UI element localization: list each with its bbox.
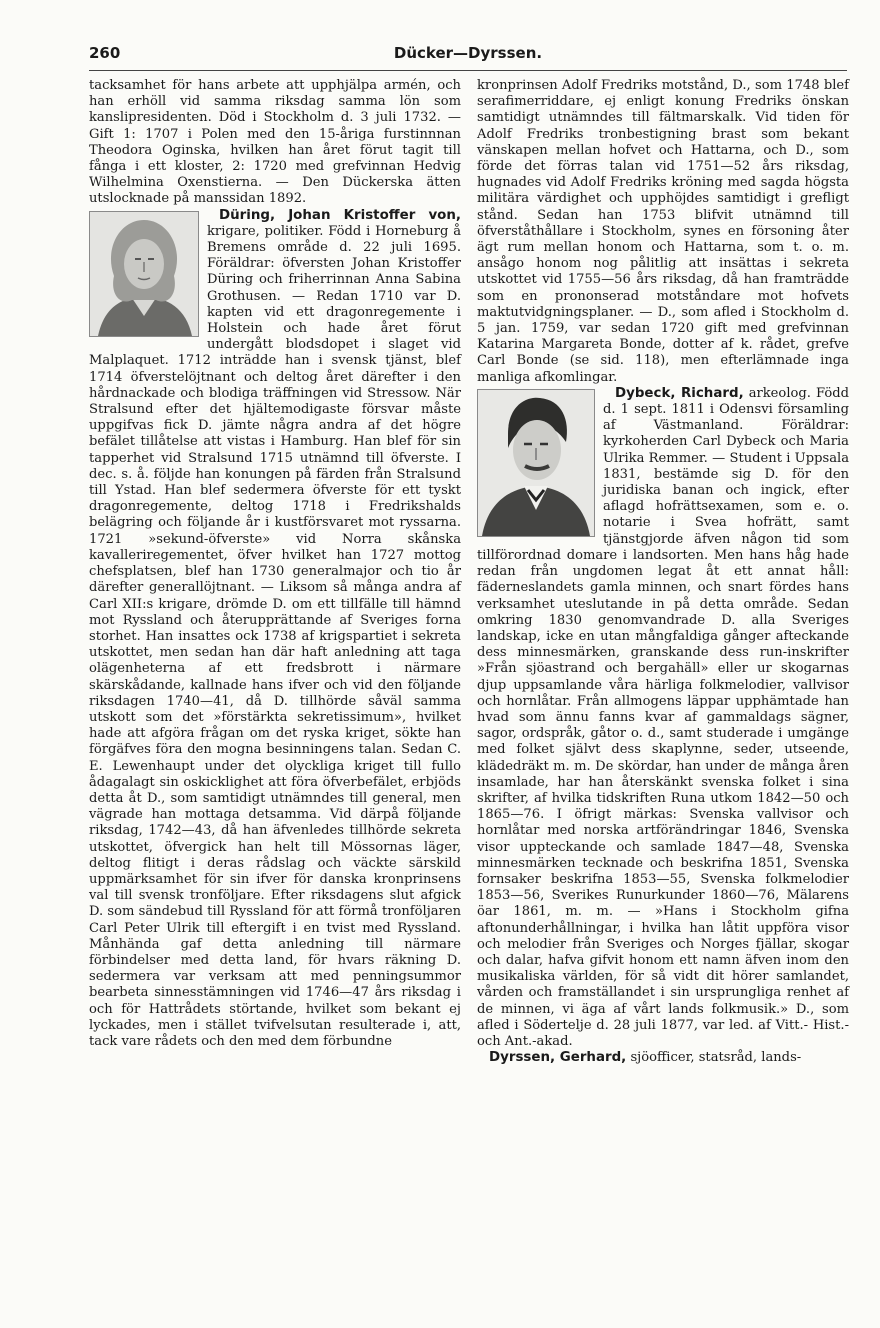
headword-duering: Düring, Johan Kristoffer von, [219,207,461,223]
headword-dybeck: Dybeck, Richard, [615,385,744,401]
duering-entry-continuation: kronprinsen Adolf Fredriks motstånd, D., som 1748 blef serafimerriddare, ej enligt konung Fredriks önskan samtidigt utnämndes till fältmarskalk. Vid tiden för Adolf Fredriks tronbestigning brast som bekant vänskapen mellan hofvet och Hattarna, och D., som förde det förras talan vid 1751—52 års riksdag, hugnades vid Adolf Fredriks kröning med sagda högsta militära värdighet och upphöjdes samtidigt i grefligt stånd. Sedan han 1753 blifvit utnämnd till öfverståthållare i Stockholm, synes en försoning åter ägt rum mellan honom och Hattarna, som t. o. m. ansågo honom nog pålitlig att insättas i sekreta utskottet vid 1755—56 års riksdag, då han framträdde som en prononserad motståndare mot hofvets maktutvidgningsplaner. — D., som afled i Stockholm d. 5 jan. 1759, var sedan 1720 gift med grefvinnan Katarina Margareta Bonde, dotter af k. rådet, grefve Carl Bonde (se sid. 118), men efterlämnade inga manliga afkomlingar. [477,78,849,385]
text-duering: krigare, politiker. Född i Horneburg å Bremens område d. 22 juli 1695. Föräldrar: öfversten Johan Kristoffer Düring och friherrinnan Anna Sabina Grothusen. — Redan 1710 var D. kapten vid ett dragonregemente i Holstein och hade året förut undergått blodsdopet i slaget vid Malplaquet. 1712 inträdde han i svensk tjänst, blef 1714 öfverstelöjtnant och deltog året därefter i den hårdnackade och blodiga träffningen vid Stressow. När Stralsund efter det hjältemodigaste försvar måste uppgifvas fick D. jämte några andra af det högre befälet tillåtelse att vistas i Hamburg. Han blef för sin tapperhet vid Stralsund 1715 utnämnd till öfverste. I dec. s. å. följde han konungen på färden från Stralsund till Ystad. Han blef sedermera öfverste för ett tyskt dragonregemente, deltog 1718 i Fredrikshalds belägring och följande år i kustförsvaret mot ryssarna. 1721 »sekund-öfverste» vid Norra skånska kavalleriregementet, öfver hvilket han 1727 mottog chefsplatsen, blef han 1730 generalmajor och tio år därefter generallöjtnant. — Liksom så många andra af Carl XII:s krigare, drömde D. om ett tillfälle till hämnd mot Ryssland och återupprättande af Sveriges forna storhet. Han insattes ock 1738 af krigspartiet i sekreta utskottet, men sedan han där haft anledning att taga olägenheterna af ett fredsbrott i närmare skärskådande, kallnade hans ifver och vid den följande riksdagen 1740—41, då D. tillhörde såväl samma utskott som det »förstärkta sekretissimum», hvilket hade att afgöra frågan om det ryska kriget, sökte han förgäfves föra den mogna besinningens talan. Sedan C. E. Lewenhaupt under det olyckliga kriget till fullo ådagalagt sin oskicklighet att föra öfverbefälet, erbjöds detta åt D., som samtidigt utnämndes till general, men vägrade han mottaga detsamma. Vid därpå följande riksdag, 1742—43, då han äfvenledes tillhörde sekreta utskottet, öfvergick han helt till Mössornas läger, deltog flitigt i deras rådslag och väckte särskild uppmärksamhet för sin ifver för danska kronprinsens val till svensk tronföljare. Efter riksdagens slut afgick D. som sändebud till Ryssland för att förmå tronföljaren Carl Peter Ulrik till eftergift i en tvist med Ryssland. Månhända gaf detta anledning till närmare förbindelser med detta land, för hvars räkning D. sedermera var verksam att med penningsummor bearbeta sinnesstämningen vid 1746—47 års riksdag i och för Hattrådets störtande, hvilket som bekant ej lyckades, men i stället tvifvelsutan resulterade i, att, tack vare rådets och den med dem förbundne [89,223,461,1049]
page-number: 260 [89,44,121,62]
entry-dyrssen [477,1050,849,1066]
running-head: Dücker—Dyrssen. [393,44,543,62]
left-column [89,78,461,1050]
page-header [89,40,847,71]
text-dybeck: arkeolog. Född d. 1 sept. 1811 i Odensvi församling af Västmanland. Föräldrar: kyrkoherden Carl Dybeck och Maria Ulrika Remmer. — Student i Uppsala 1831, bestämde sig D. för den juridiska banan och ingick, efter aflagd hofrättsexamen, som e. o. notarie i Svea hofrätt, samt tjänstgjorde äfven någon tid som tillförordnad domare i landsorten. Men hans håg hade redan från ungdomen legat åt ett annat håll: fäderneslandets gamla minnen, och snart fördes hans verksamhet uteslutande in på detta område. Sedan omkring 1830 genomvandrade D. alla Sveriges landskap, icke en utan mångfaldiga gånger afteckande dess minnesmärken, granskande dess run-inskrifter »Från sjöastrand och bergahäll» eller ur skogarnas djup uppsamlande våra härliga folkmelodier, vallvisor och hornlåtar. Från allmogens läppar upphämtade han hvad som ännu fanns kvar af gammaldags sägner, sagor, ordspråk, gåtor o. d., samt studerade i umgänge med folket självt dess skaplynne, seder, utseende, klädedräkt m. m. De skördar, han under de många åren insamlade, har han återskänkt svenska folket i sina skrifter, af hvilka tidskriften Runa utkom 1842—50 och 1865—76. I öfrigt märkas: Svenska vallvisor och hornlåtar med norska artförändringar 1846, Svenska visor uppteckande och samlade 1847—48, Svenska minnesmärken tecknade och beskrifna 1851, Svenska fornsaker beskrifna 1853—55, Svenska folkmelodier 1853—56, Sverikes Runurkunder 1860—76, Mälarens öar 1861, m. m. — »Hans i Stockholm gifna aftonunderhållningar, i hvilka han låtit uppföra visor och melodier från Sveriges och Norges fjällar, skogar och dalar, hafva gifvit honom ett namn äfven inom den musikaliska världen, för så vidt dit hörer samlandet, vården och framställandet i sin ursprungliga renhet af de minnen, vi äga af vårt lands folkmusik.» D., som afled i Södertelje d. 28 juli 1877, var led. af Vitt.- Hist.- och Ant.-akad. [477,385,849,1049]
portrait-duering [89,211,199,337]
right-column [477,78,849,1066]
entry-duering [89,208,461,1051]
entry-dybeck [477,386,849,1050]
duecker-entry-continuation: tacksamhet för hans arbete att upphjälpa armén, och han erhöll vid samma riksdag samma lön som kanslipresidenten. Död i Stockholm d. 3 juli 1732. — Gift 1: 1707 i Polen med den 15-åriga furstinnnan Theodora Oginska, hvilken han året förut tagit till fånga i ett kloster, 2: 1720 med grefvinnan Hedvig Wilhelmina Oxenstierna. — Den Dückerska ätten utslocknade på manssidan 1892. [89,78,461,207]
text-dyrssen: sjöofficer, statsråd, lands- [630,1050,802,1066]
portrait-dybeck [477,389,595,537]
headword-dyrssen: Dyrssen, Gerhard, [489,1050,627,1066]
